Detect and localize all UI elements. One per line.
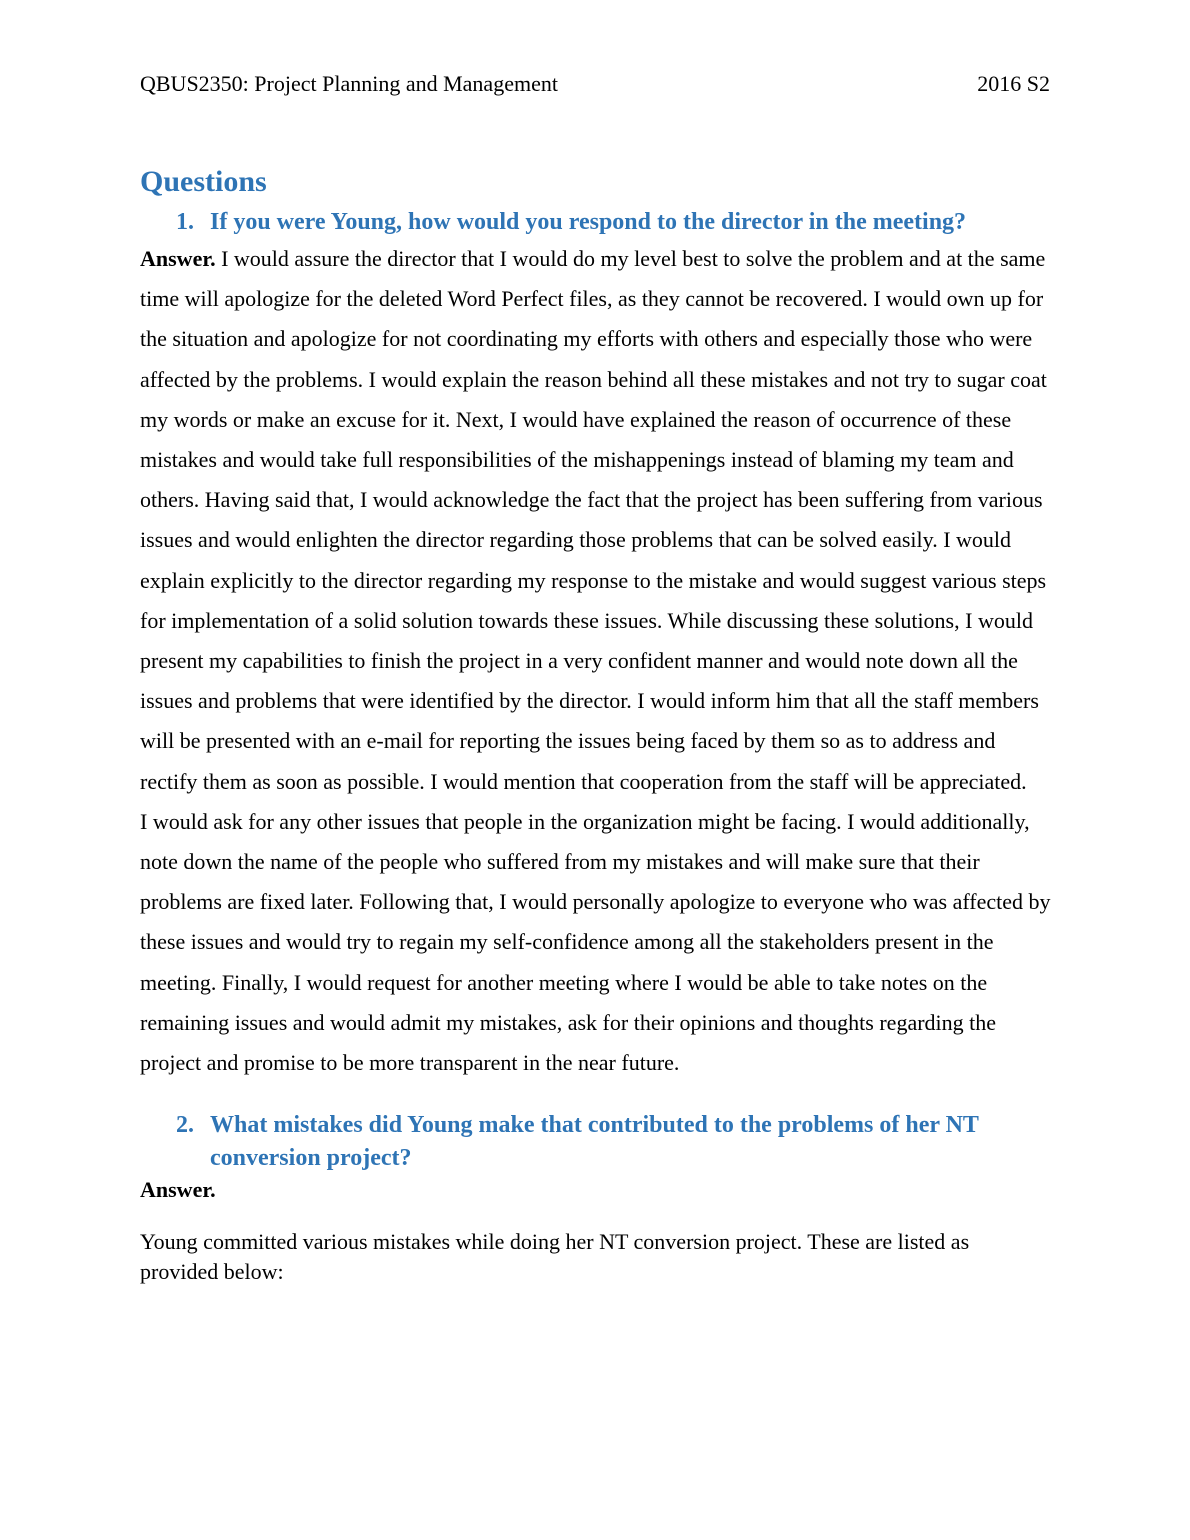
answer-2-paragraph-1: Young committed various mistakes while doing her NT conversion project. These are listed as provided below: bbox=[140, 1229, 970, 1285]
question-2-text: What mistakes did Young make that contributed to the problems of her NT conversion project? bbox=[210, 1112, 979, 1172]
answer-2-label: Answer. bbox=[140, 1177, 216, 1203]
question-2-number: 2. bbox=[176, 1112, 194, 1139]
answer-1-paragraph-2: I would ask for any other issues that people in the organization might be facing. I would additionally, note down the name of the people who suffered from my mistakes and will make sure that their problems are fixed later. Following that, I would personally apologize to everyone who was affected by these issues and would try to regain my self-confidence among all the stakeholders present in the meeting. Finally, I would request for another meeting where I would be able to take notes on the remaining issues and would admit my mistakes, ask for their opinions and thoughts regarding the project and promise to be more transparent in the near future. bbox=[140, 808, 1051, 1076]
question-1-text: If you were Young, how would you respond to the director in the meeting? bbox=[210, 209, 967, 235]
section-heading: Questions bbox=[140, 165, 267, 198]
document-body bbox=[140, 162, 1052, 1287]
question-1-number: 1. bbox=[176, 209, 194, 235]
course-title: QBUS2350: Project Planning and Management bbox=[140, 71, 558, 96]
answer-1-paragraph-1 bbox=[140, 239, 1052, 802]
question-2-heading bbox=[140, 1109, 1052, 1175]
question-1-heading bbox=[140, 206, 1052, 239]
answer-1-label: Answer. bbox=[140, 246, 216, 271]
answer-1-text-1: I would assure the director that I would do my level best to solve the problem and at the same time will apologize for the deleted Word Perfect files, as they cannot be recovered. I would own up for the situation and apologize for not coordinating my efforts with others and especially those who were affected by the problems. I would explain the reason behind all these mistakes and not try to sugar coat my words or make an excuse for it. Next, I would have explained the reason of occurrence of these mistakes and would take full responsibilities of the mishappenings instead of blaming my team and others. Having said that, I would acknowledge the fact that the project has been suffering from various issues and would enlighten the director regarding those problems that can be solved easily. I would explain explicitly to the director regarding my response to the mistake and would suggest various steps for implementation of a solid solution towards these issues. While discussing these solutions, I would present my capabilities to finish the project in a very confident manner and would note down all the issues and problems that were identified by the director. I would inform him that all the staff members will be presented with an e-mail for reporting the issues being faced by them so as to address and rectify them as soon as possible. I would mention that cooperation from the staff will be appreciated. bbox=[140, 246, 1047, 794]
term-label: 2016 S2 bbox=[977, 71, 1050, 96]
page-header bbox=[140, 70, 1050, 98]
